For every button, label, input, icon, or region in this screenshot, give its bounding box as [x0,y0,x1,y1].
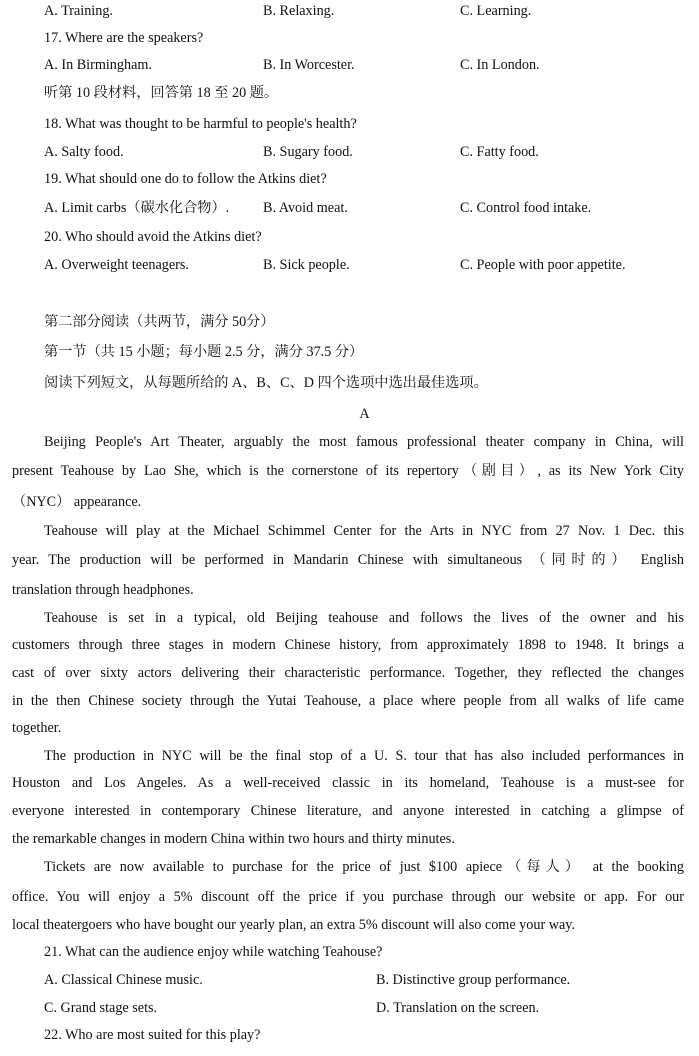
q21-option-d: D. Translation on the screen. [376,1000,540,1016]
passage-line: the remarkable changes in modern China within two hours and thirty minutes. [12,831,455,847]
passage-line: The production in NYC will be the final stop of a U. S. tour that has also included performances in [44,748,684,764]
passage-line: Teahouse is set in a typical, old Beijing teahouse and follows the lives of the owner and his [44,610,684,626]
passage-line: together. [12,720,62,736]
passage-line: everyone interested in contemporary Chinese literature, and anyone interested in catching a glimpse of [12,803,684,819]
q18-option-a: A. Salty food. [44,144,124,160]
passage-line: （NYC） appearance. [12,494,142,510]
q19-option-b: B. Avoid meat. [263,200,348,216]
q18-option-b: B. Sugary food. [263,144,353,160]
q17-option-b: B. In Worcester. [263,57,355,73]
passage-line: office. You will enjoy a 5% discount off the price if you purchase through our website or app. For our [12,889,684,905]
passage-line: Beijing People's Art Theater, arguably the most famous professional theater company in China, will [44,434,684,450]
q16-option-a: A. Training. [44,3,113,19]
part2-title: 第二部分阅读（共两节，满分 50分） [44,314,275,330]
passage-line: in the then Chinese society through the Yutai Teahouse, a place where people from all walks of life came [12,693,684,709]
q18-option-c: C. Fatty food. [460,144,539,160]
q20-option-c: C. People with poor appetite. [460,257,626,273]
passage-line: present Teahouse by Lao She, which is the cornerstone of its repertory（剧目）, as its New York City [12,463,684,479]
passage-line: customers through three stages in modern Chinese history, from approximately 1898 to 1948. It brings a [12,637,684,653]
part2-instruction: 阅读下列短文，从每题所给的 A、B、C、D 四个选项中选出最佳选项。 [44,375,488,391]
passage-line: Houston and Los Angeles. As a well-received classic in its homeland, Teahouse is a must-see for [12,775,684,791]
passage-line: Teahouse will play at the Michael Schimmel Center for the Arts in NYC from 27 Nov. 1 Dec. this [44,523,684,539]
q17-option-c: C. In London. [460,57,540,73]
q16-option-b: B. Relaxing. [263,3,335,19]
passage-line: local theatergoers who have bought our yearly plan, an extra 5% discount will also come your way. [12,917,575,933]
part2-section1: 第一节（共 15 小题；每小题 2.5 分，满分 37.5 分） [44,344,364,360]
q19-option-a: A. Limit carbs（碳水化合物）. [44,200,230,216]
passage-line: translation through headphones. [12,582,194,598]
passage-line: Tickets are now available to purchase for the price of just $100 apiece（每人） at the booking [44,859,684,875]
q17-stem: 17. Where are the speakers? [44,30,204,46]
q21-option-a: A. Classical Chinese music. [44,972,203,988]
q21-option-c: C. Grand stage sets. [44,1000,158,1016]
passage-line: cast of over sixty actors delivering their characteristic performance. Together, they reflected the changes [12,665,684,681]
q21-stem: 21. What can the audience enjoy while watching Teahouse? [44,944,383,960]
q19-option-c: C. Control food intake. [460,200,592,216]
passage-line: year. The production will be performed in Mandarin Chinese with simultaneous （同时的） English [12,552,684,568]
q20-stem: 20. Who should avoid the Atkins diet? [44,229,262,245]
section10-instruction: 听第 10 段材料，回答第 18 至 20 题。 [44,85,279,101]
q21-option-b: B. Distinctive group performance. [376,972,571,988]
q19-stem: 19. What should one do to follow the Atkins diet? [44,171,327,187]
passage-label: A [359,406,370,422]
q17-option-a: A. In Birmingham. [44,57,152,73]
q20-option-a: A. Overweight teenagers. [44,257,189,273]
q18-stem: 18. What was thought to be harmful to people's health? [44,116,357,132]
q22-stem: 22. Who are most suited for this play? [44,1027,261,1043]
q16-option-c: C. Learning. [460,3,532,19]
q20-option-b: B. Sick people. [263,257,350,273]
